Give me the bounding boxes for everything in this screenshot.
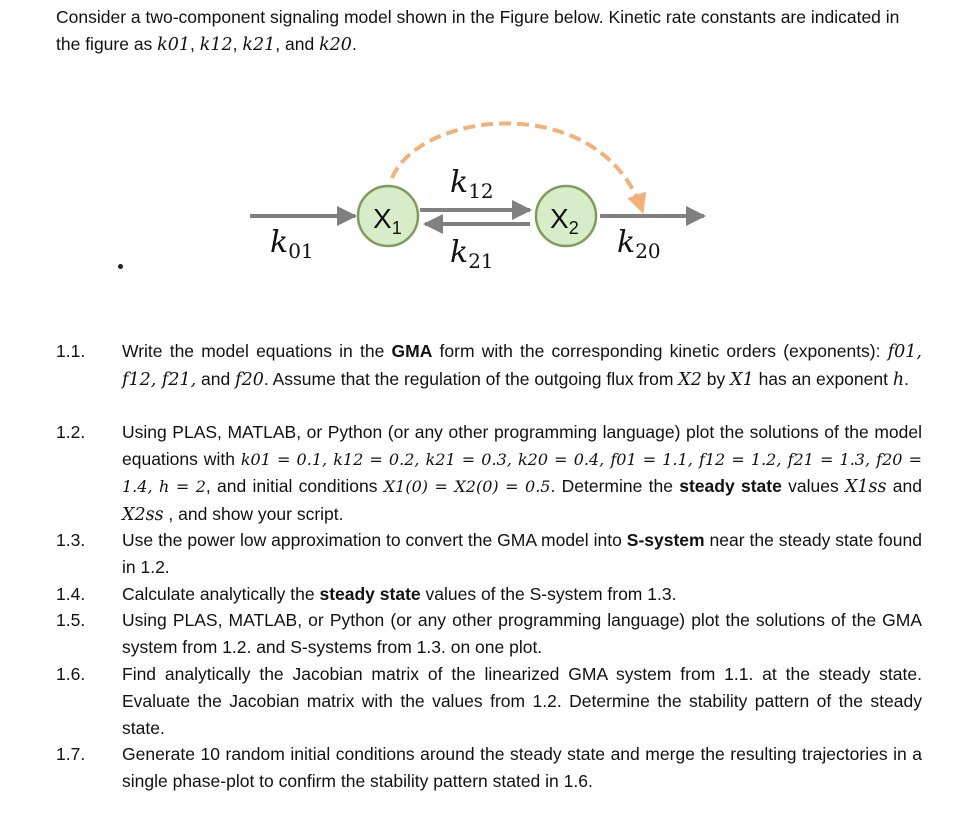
item-number: 1.4. — [56, 584, 86, 604]
text: and — [886, 476, 923, 496]
sep: . — [351, 34, 357, 54]
text: form with the corresponding kinetic orders (exponents): — [432, 341, 888, 361]
text: , and show your script. — [163, 504, 344, 524]
text: near the steady state found in 1.2. — [122, 530, 922, 577]
intro-text: Consider a two-component signaling model shown in the Figure below. Kinetic rate constants are indicated in the figure as — [56, 7, 900, 54]
parameter-values: k01 = 0.1, k12 = 0.2, k21 = 0.3, k20 = 0.4, f01 = 1.1, f12 = 1.2, f21 = 1.3, f20 = 1.4, h = 2 — [122, 450, 922, 496]
exponent-symbol: f20 — [235, 370, 264, 390]
text: has an exponent — [753, 369, 893, 389]
item-number: 1.5. — [56, 610, 86, 630]
label-k01: $k_{01}$ — [270, 225, 314, 263]
text: and — [196, 369, 236, 389]
label-k20: $k_{20}$ — [617, 225, 661, 263]
bold-text: S-system — [626, 530, 705, 550]
item-number: 1.2. — [56, 422, 86, 442]
item-number: 1.6. — [56, 664, 86, 684]
bold-text: steady state — [319, 584, 421, 604]
variable-symbol: X1 — [730, 370, 754, 390]
signaling-diagram — [0, 0, 955, 300]
item-number: 1.7. — [56, 744, 86, 764]
sep: , — [232, 34, 243, 54]
text: by — [701, 369, 731, 389]
node-x1-label: $X_1$ — [373, 203, 402, 238]
sep: , and — [275, 34, 320, 54]
node-x2-label: $X_2$ — [550, 203, 579, 238]
text: . — [904, 369, 909, 389]
k21-symbol: k21 — [242, 35, 276, 55]
text: Use the power low approximation to convert the GMA model into — [122, 530, 627, 550]
k12-symbol: k12 — [199, 35, 233, 55]
text: Write the model equations in the — [122, 341, 392, 361]
item-text: Find analytically the Jacobian matrix of the linearized GMA system from 1.1. at the steady state. Evaluate the Jacobian matrix with the values from 1.2. Determine the stability pattern of the steady state. — [122, 664, 922, 738]
variable-symbol: h — [892, 370, 905, 390]
item-text: Using PLAS, MATLAB, or Python (or any other programming language) plot the solutions of the GMA system from 1.2. and S-systems from 1.3. on one plot. — [122, 610, 922, 657]
text: . Assume that the regulation of the outgoing flux from — [263, 369, 679, 389]
item-text — [122, 338, 922, 394]
item-text — [122, 581, 922, 608]
label-k21: $k_{21}$ — [450, 235, 494, 273]
label-k12: $k_{12}$ — [450, 165, 494, 203]
item-text — [122, 419, 922, 529]
text: values of the S-system from 1.3. — [420, 584, 677, 604]
bullet-dot — [118, 264, 123, 269]
text: Using PLAS, MATLAB, or Python (or any other programming language) plot the solutions of the model equations with — [122, 422, 922, 469]
exponent-symbols: f01, f12, f21, — [122, 342, 922, 390]
k20-symbol: k20 — [319, 35, 352, 55]
text: values — [781, 476, 845, 496]
item-text — [122, 527, 922, 581]
bold-text: steady state — [679, 476, 782, 496]
initial-conditions: X1(0) = X2(0) = 0.5 — [383, 477, 551, 496]
text: . Determine the — [550, 476, 680, 496]
item-number: 1.1. — [56, 341, 86, 361]
item-text: Generate 10 random initial conditions around the steady state and merge the resulting trajectories in a single phase-plot to confirm the stability pattern stated in 1.6. — [122, 744, 922, 791]
regulation-dashed-arrow — [392, 123, 642, 210]
variable-symbol: X1ss — [844, 477, 887, 497]
bold-text: GMA — [391, 341, 433, 361]
variable-symbol: X2ss — [122, 505, 164, 525]
k01-symbol: k01 — [157, 35, 191, 55]
item-number: 1.3. — [56, 530, 86, 550]
text: Calculate analytically the — [122, 584, 320, 604]
variable-symbol: X2 — [678, 370, 702, 390]
text: , and initial conditions — [205, 476, 384, 496]
sep: , — [190, 34, 200, 54]
